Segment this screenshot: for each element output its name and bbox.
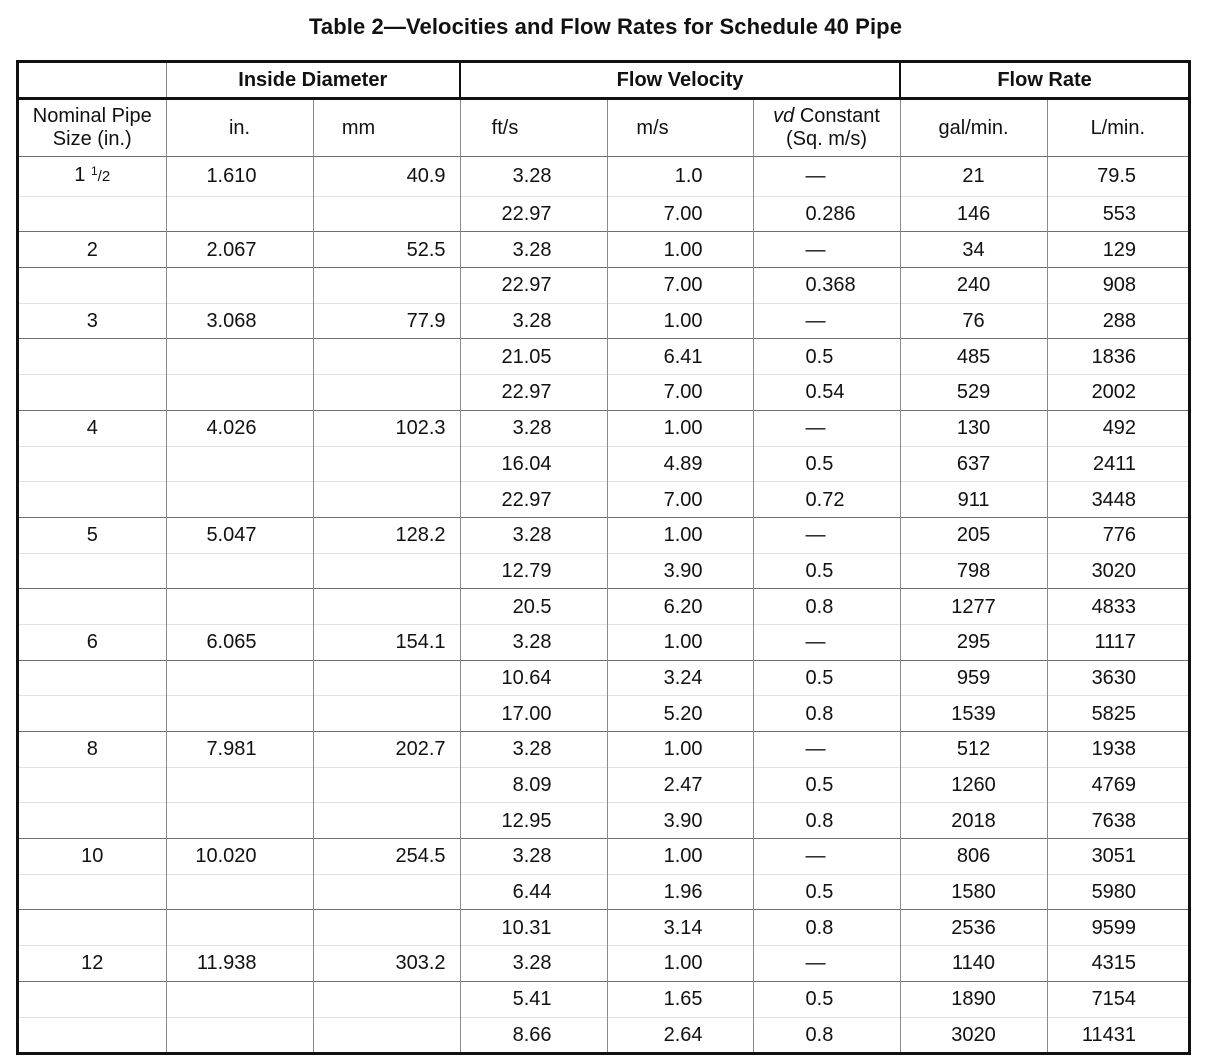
cell-inside-diameter-mm: 303.2 [313,946,460,982]
cell-flow-lpm: 9599 [1047,910,1188,946]
cell-inside-diameter-in [166,196,313,232]
cell-inside-diameter-mm [313,767,460,803]
size-whole: 1 [74,164,86,186]
cell-inside-diameter-in: 5.047 [166,517,313,553]
cell-flow-gpm: 911 [900,482,1047,518]
table-row [19,803,1188,839]
cell-vd-constant: 0.5 [753,874,900,910]
cell-velocity-fts: 8.09 [460,767,607,803]
size-fraction-denominator: /2 [97,168,111,185]
table-row [19,268,1188,304]
group-header-flow-rate: Flow Rate [900,63,1188,99]
table-row [19,910,1188,946]
cell-flow-gpm: 1140 [900,946,1047,982]
cell-inside-diameter-in [166,446,313,482]
cell-flow-lpm: 3448 [1047,482,1188,518]
cell-flow-gpm: 637 [900,446,1047,482]
table-row [19,589,1188,625]
cell-inside-diameter-in [166,553,313,589]
cell-vd-constant: 0.5 [753,339,900,375]
cell-inside-diameter-in [166,589,313,625]
cell-flow-lpm: 776 [1047,517,1188,553]
cell-nominal-size [19,196,166,232]
cell-velocity-fts: 3.28 [460,157,607,197]
cell-flow-gpm: 529 [900,375,1047,411]
cell-nominal-size [19,981,166,1017]
cell-flow-lpm: 129 [1047,232,1188,268]
cell-inside-diameter-in: 7.981 [166,732,313,768]
cell-velocity-ms: 4.89 [607,446,753,482]
table-row [19,375,1188,411]
cell-velocity-fts: 22.97 [460,482,607,518]
cell-velocity-ms: 6.41 [607,339,753,375]
cell-flow-gpm: 21 [900,157,1047,197]
cell-velocity-ms: 7.00 [607,268,753,304]
cell-inside-diameter-mm: 254.5 [313,839,460,875]
cell-vd-constant: — [753,732,900,768]
column-header-nominal-line2: Size (in.) [52,128,132,150]
cell-velocity-fts: 3.28 [460,839,607,875]
cell-inside-diameter-mm: 128.2 [313,517,460,553]
cell-flow-lpm: 1117 [1047,624,1188,660]
table-row [19,696,1188,732]
cell-velocity-fts: 10.31 [460,910,607,946]
cell-flow-gpm: 485 [900,339,1047,375]
cell-velocity-ms: 7.00 [607,482,753,518]
cell-vd-constant: 0.5 [753,981,900,1017]
cell-velocity-fts: 10.64 [460,660,607,696]
cell-vd-constant: 0.368 [753,268,900,304]
cell-inside-diameter-in [166,910,313,946]
cell-inside-diameter-mm [313,446,460,482]
cell-inside-diameter-in: 4.026 [166,410,313,446]
cell-velocity-fts: 5.41 [460,981,607,1017]
cell-inside-diameter-mm [313,196,460,232]
cell-velocity-ms: 1.65 [607,981,753,1017]
cell-inside-diameter-mm: 102.3 [313,410,460,446]
cell-nominal-size [19,375,166,411]
cell-flow-lpm: 7154 [1047,981,1188,1017]
cell-flow-lpm: 4315 [1047,946,1188,982]
cell-inside-diameter-mm: 154.1 [313,624,460,660]
cell-velocity-fts: 3.28 [460,946,607,982]
cell-nominal-size [19,1017,166,1052]
cell-velocity-ms: 1.00 [607,232,753,268]
cell-inside-diameter-mm [313,589,460,625]
cell-flow-lpm: 1938 [1047,732,1188,768]
cell-flow-lpm: 288 [1047,303,1188,339]
cell-nominal-size [19,767,166,803]
cell-velocity-fts: 3.28 [460,232,607,268]
cell-nominal-size: 6 [19,624,166,660]
cell-vd-constant: 0.8 [753,910,900,946]
column-header-row [19,99,1188,157]
cell-flow-lpm: 4769 [1047,767,1188,803]
group-header-empty [19,63,166,99]
table-row [19,410,1188,446]
cell-flow-gpm: 295 [900,624,1047,660]
column-header-vd-italic: vd [773,105,795,127]
cell-nominal-size: 4 [19,410,166,446]
cell-flow-lpm: 4833 [1047,589,1188,625]
cell-velocity-fts: 17.00 [460,696,607,732]
cell-inside-diameter-mm [313,1017,460,1052]
cell-nominal-size [19,696,166,732]
cell-nominal-size: 2 [19,232,166,268]
cell-nominal-size [19,803,166,839]
cell-nominal-size [19,157,166,197]
cell-nominal-size [19,553,166,589]
cell-velocity-ms: 1.00 [607,839,753,875]
cell-inside-diameter-mm [313,268,460,304]
cell-velocity-ms: 1.00 [607,303,753,339]
cell-inside-diameter-mm: 77.9 [313,303,460,339]
cell-flow-lpm: 5825 [1047,696,1188,732]
cell-nominal-size: 3 [19,303,166,339]
cell-velocity-ms: 1.00 [607,517,753,553]
cell-velocity-ms: 2.64 [607,1017,753,1052]
cell-flow-gpm: 1890 [900,981,1047,1017]
cell-velocity-fts: 3.28 [460,303,607,339]
table-row [19,517,1188,553]
cell-inside-diameter-in [166,660,313,696]
cell-velocity-fts: 22.97 [460,375,607,411]
column-header-in: in. [166,99,313,157]
cell-flow-gpm: 1260 [900,767,1047,803]
table-row [19,446,1188,482]
cell-inside-diameter-in: 3.068 [166,303,313,339]
column-header-gpm: gal/min. [900,99,1047,157]
cell-inside-diameter-in [166,1017,313,1052]
cell-inside-diameter-in [166,981,313,1017]
table-row [19,232,1188,268]
column-header-nominal-line1: Nominal Pipe [32,105,152,127]
cell-vd-constant: 0.54 [753,375,900,411]
cell-velocity-ms: 3.90 [607,803,753,839]
cell-vd-constant: 0.5 [753,553,900,589]
cell-flow-gpm: 2536 [900,910,1047,946]
cell-vd-constant: — [753,624,900,660]
cell-nominal-size: 8 [19,732,166,768]
cell-flow-lpm: 5980 [1047,874,1188,910]
table-row [19,874,1188,910]
cell-velocity-fts: 8.66 [460,1017,607,1052]
table-row [19,482,1188,518]
cell-vd-constant: — [753,410,900,446]
cell-flow-gpm: 3020 [900,1017,1047,1052]
cell-velocity-fts: 3.28 [460,410,607,446]
cell-vd-constant: 0.5 [753,660,900,696]
cell-nominal-size [19,910,166,946]
cell-flow-lpm: 492 [1047,410,1188,446]
table-row [19,981,1188,1017]
cell-velocity-ms: 7.00 [607,196,753,232]
cell-velocity-ms: 5.20 [607,696,753,732]
cell-velocity-fts: 21.05 [460,339,607,375]
cell-inside-diameter-in: 6.065 [166,624,313,660]
cell-flow-lpm: 1836 [1047,339,1188,375]
cell-flow-gpm: 76 [900,303,1047,339]
table-row [19,946,1188,982]
cell-velocity-ms: 2.47 [607,767,753,803]
table-row [19,303,1188,339]
cell-vd-constant: 0.5 [753,446,900,482]
cell-inside-diameter-in [166,874,313,910]
cell-flow-lpm: 553 [1047,196,1188,232]
table-row [19,339,1188,375]
cell-nominal-size: 10 [19,839,166,875]
cell-inside-diameter-mm [313,803,460,839]
cell-inside-diameter-mm [313,375,460,411]
cell-inside-diameter-in: 11.938 [166,946,313,982]
cell-velocity-fts: 22.97 [460,268,607,304]
cell-inside-diameter-mm [313,553,460,589]
cell-flow-lpm: 7638 [1047,803,1188,839]
cell-inside-diameter-in [166,803,313,839]
cell-nominal-size [19,874,166,910]
cell-nominal-size: 12 [19,946,166,982]
cell-nominal-size [19,589,166,625]
cell-velocity-ms: 6.20 [607,589,753,625]
cell-inside-diameter-mm: 52.5 [313,232,460,268]
group-header-inside-diameter: Inside Diameter [166,63,460,99]
group-header-flow-velocity: Flow Velocity [460,63,900,99]
column-header-ms: m/s [607,99,753,157]
cell-vd-constant: 0.286 [753,196,900,232]
cell-velocity-ms: 1.96 [607,874,753,910]
cell-flow-gpm: 2018 [900,803,1047,839]
size-fraction-numerator: 1 [90,164,98,178]
cell-inside-diameter-in [166,767,313,803]
cell-inside-diameter-in [166,268,313,304]
cell-vd-constant: 0.8 [753,696,900,732]
cell-flow-gpm: 34 [900,232,1047,268]
cell-vd-constant: — [753,232,900,268]
cell-nominal-size [19,482,166,518]
cell-velocity-ms: 3.24 [607,660,753,696]
column-header-fts: ft/s [460,99,607,157]
table-title: Table 2—Velocities and Flow Rates for Schedule 40 Pipe [308,14,903,39]
cell-velocity-fts: 20.5 [460,589,607,625]
cell-inside-diameter-mm [313,874,460,910]
cell-flow-lpm: 2411 [1047,446,1188,482]
cell-flow-gpm: 806 [900,839,1047,875]
table-row [19,196,1188,232]
table-row [19,624,1188,660]
cell-flow-gpm: 512 [900,732,1047,768]
cell-velocity-ms: 1.0 [607,157,753,197]
cell-inside-diameter-in [166,375,313,411]
cell-vd-constant: — [753,157,900,197]
cell-velocity-fts: 22.97 [460,196,607,232]
cell-nominal-size [19,660,166,696]
column-header-vd-constant [753,99,900,157]
column-header-mm: mm [313,99,460,157]
cell-velocity-fts: 3.28 [460,517,607,553]
cell-nominal-size [19,268,166,304]
cell-vd-constant: 0.5 [753,767,900,803]
cell-nominal-size [19,339,166,375]
data-table [16,60,1191,1055]
column-header-vd-rest: Constant [794,105,880,127]
cell-flow-gpm: 1539 [900,696,1047,732]
cell-inside-diameter-mm [313,660,460,696]
cell-velocity-fts: 12.79 [460,553,607,589]
column-header-vd-line2: (Sq. m/s) [785,128,868,150]
cell-flow-gpm: 959 [900,660,1047,696]
cell-velocity-ms: 7.00 [607,375,753,411]
table-row [19,732,1188,768]
cell-velocity-fts: 3.28 [460,624,607,660]
cell-flow-lpm: 3630 [1047,660,1188,696]
table-row [19,767,1188,803]
cell-inside-diameter-in [166,339,313,375]
cell-flow-lpm: 11431 [1047,1017,1188,1052]
table-row [19,1017,1188,1052]
cell-inside-diameter-mm: 40.9 [313,157,460,197]
cell-flow-lpm: 79.5 [1047,157,1188,197]
cell-vd-constant: 0.72 [753,482,900,518]
cell-velocity-ms: 3.14 [607,910,753,946]
cell-velocity-ms: 3.90 [607,553,753,589]
group-header-row [19,63,1188,99]
table-body [19,157,1188,1053]
cell-nominal-size: 5 [19,517,166,553]
cell-velocity-ms: 1.00 [607,624,753,660]
cell-flow-lpm: 908 [1047,268,1188,304]
column-header-nominal-size [19,99,166,157]
cell-flow-gpm: 146 [900,196,1047,232]
cell-inside-diameter-mm [313,482,460,518]
cell-inside-diameter-in: 10.020 [166,839,313,875]
cell-flow-gpm: 798 [900,553,1047,589]
table-row [19,157,1188,197]
cell-vd-constant: 0.8 [753,803,900,839]
cell-vd-constant: 0.8 [753,589,900,625]
cell-velocity-ms: 1.00 [607,732,753,768]
table-row [19,553,1188,589]
cell-vd-constant: — [753,303,900,339]
table-row [19,660,1188,696]
cell-flow-gpm: 1277 [900,589,1047,625]
cell-vd-constant: — [753,946,900,982]
cell-nominal-size [19,446,166,482]
cell-flow-gpm: 205 [900,517,1047,553]
cell-flow-lpm: 3051 [1047,839,1188,875]
cell-flow-gpm: 240 [900,268,1047,304]
column-header-lpm: L/min. [1047,99,1188,157]
cell-velocity-ms: 1.00 [607,410,753,446]
cell-inside-diameter-mm [313,696,460,732]
cell-flow-lpm: 2002 [1047,375,1188,411]
cell-inside-diameter-in [166,482,313,518]
cell-flow-gpm: 130 [900,410,1047,446]
cell-vd-constant: 0.8 [753,1017,900,1052]
cell-inside-diameter-in: 2.067 [166,232,313,268]
table-row [19,839,1188,875]
cell-vd-constant: — [753,517,900,553]
cell-velocity-ms: 1.00 [607,946,753,982]
cell-velocity-fts: 3.28 [460,732,607,768]
cell-inside-diameter-mm [313,339,460,375]
cell-velocity-fts: 6.44 [460,874,607,910]
cell-inside-diameter-in [166,696,313,732]
cell-inside-diameter-mm [313,981,460,1017]
cell-velocity-fts: 12.95 [460,803,607,839]
cell-inside-diameter-mm: 202.7 [313,732,460,768]
cell-vd-constant: — [753,839,900,875]
cell-velocity-fts: 16.04 [460,446,607,482]
cell-inside-diameter-in: 1.610 [166,157,313,197]
cell-flow-lpm: 3020 [1047,553,1188,589]
cell-inside-diameter-mm [313,910,460,946]
cell-flow-gpm: 1580 [900,874,1047,910]
